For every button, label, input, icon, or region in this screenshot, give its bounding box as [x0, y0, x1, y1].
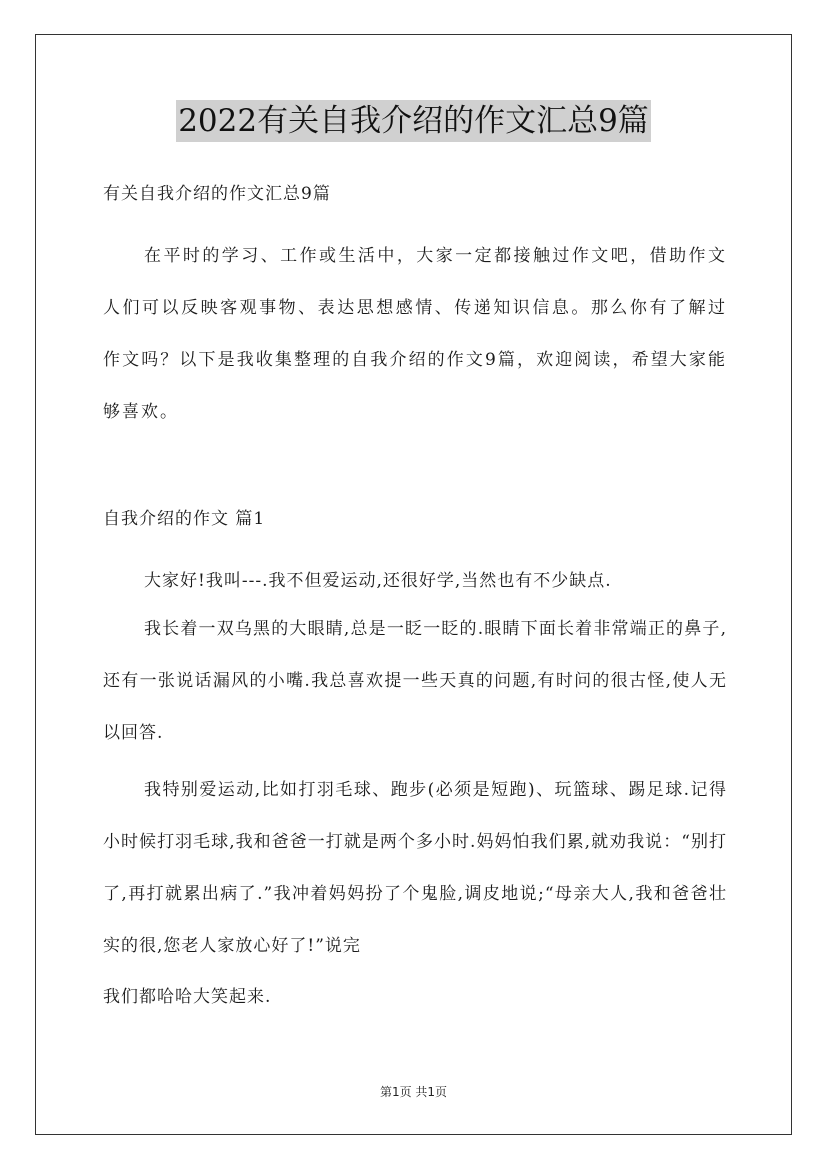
intro-paragraph: 在平时的学习、工作或生活中，大家一定都接触过作文吧，借助作文人们可以反映客观事物、表达思想感情、传递知识信息。那么你有了解过作文吗？以下是我收集整理的自我介绍的作文9篇，欢迎阅读，希望大家能够喜欢。 [103, 246, 727, 422]
section-heading: 自我介绍的作文 篇1 [103, 509, 266, 529]
title-wrap [0, 100, 827, 142]
paragraph-3: 我特别爱运动,比如打羽毛球、跑步(必须是短跑)、玩篮球、踢足球.记得小时候打羽毛球,我和爸爸一打就是两个多小时.妈妈怕我们累,就劝我说：“别打了,再打就累出病了.”我冲着妈妈扮了个鬼脸,调皮地说;“母亲大人,我和爸爸壮实的很,您老人家放心好了!”说完 [103, 780, 727, 956]
paragraph-4: 我们都哈哈大笑起来. [103, 987, 272, 1007]
paragraph-1: 大家好!我叫---.我不但爱运动,还很好学,当然也有不少缺点. [144, 571, 612, 591]
document-subtitle: 有关自我介绍的作文汇总9篇 [103, 184, 331, 204]
document-title: 2022有关自我介绍的作文汇总9篇 [176, 100, 651, 142]
page-footer: 第1页 共1页 [379, 1085, 448, 1099]
paragraph-2: 我长着一双乌黑的大眼睛,总是一眨一眨的.眼睛下面长着非常端正的鼻子,还有一张说话漏风的小嘴.我总喜欢提一些天真的问题,有时问的很古怪,使人无以回答. [103, 619, 727, 743]
